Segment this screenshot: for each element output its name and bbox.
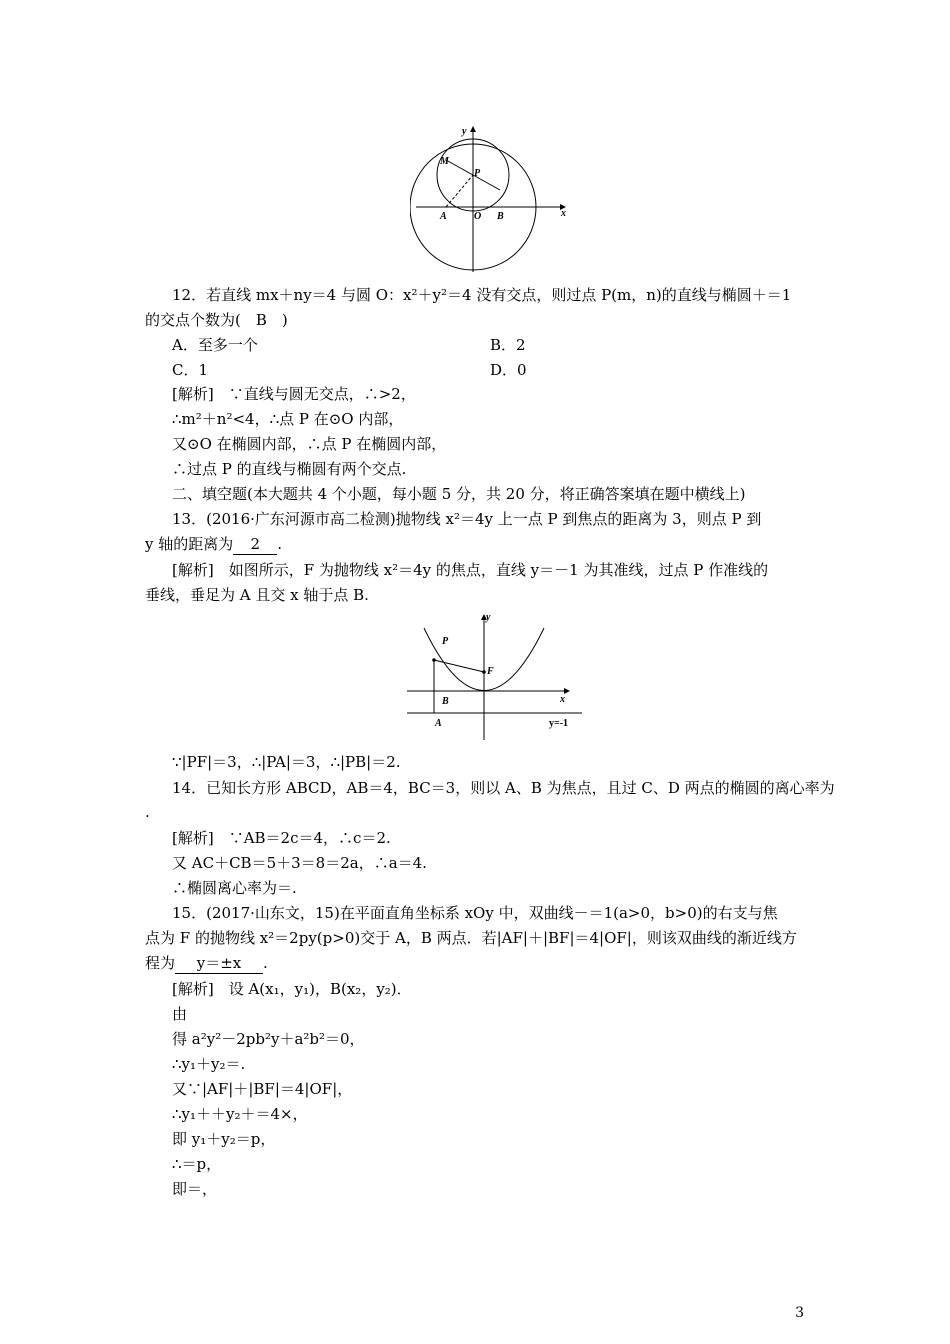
fig1-label-o: O: [474, 211, 482, 222]
fig2-label-x: x: [560, 694, 565, 705]
q14-solution-3: ∴椭圆离心率为＝.: [172, 879, 297, 897]
q13-solution-2: 垂线，垂足为 A 且交 x 轴于点 B.: [145, 586, 369, 604]
q13-line2: [145, 534, 282, 555]
q15-line3-text: 程为: [145, 954, 176, 972]
fig1-label-y: y: [462, 126, 467, 137]
section-fill-in-heading: 二、填空题(本大题共 4 个小题，每小题 5 分，共 20 分，将正确答案填在题中横线上): [172, 485, 746, 503]
q15-solution-7: 即 y₁＋y₂＝p，: [172, 1130, 276, 1148]
q14-line1: 14．已知长方形 ABCD，AB＝4，BC＝3，则以 A、B 为焦点，且过 C、D 两点的椭圆的离心率为: [172, 779, 835, 797]
q12-option-a: A．至多一个: [172, 336, 258, 354]
q15-line1: 15．(2017·山东文，15)在平面直角坐标系 xOy 中，双曲线－＝1(a>0，b>0)的右支与焦: [172, 904, 778, 922]
q13-line1: 13．(2016·广东河源市高二检测)抛物线 x²＝4y 上一点 P 到焦点的距离为 3，则点 P 到: [172, 510, 762, 528]
q15-solution-5: 又∵|AF|＋|BF|＝4|OF|，: [172, 1080, 353, 1098]
q12-solution-4: ∴过点 P 的直线与椭圆有两个交点.: [172, 460, 407, 478]
q15-solution-2: 由: [172, 1005, 188, 1023]
fig2-label-b: B: [442, 696, 449, 707]
fig2-label-y: y: [486, 612, 491, 623]
q12-line2: 的交点个数为( B ): [145, 311, 288, 329]
q15-answer: y＝±x: [175, 953, 263, 974]
q13-answer: 2: [233, 534, 277, 555]
q12-solution-3: 又⊙O 在椭圆内部，∴点 P 在椭圆内部，: [172, 435, 447, 453]
q13-line2-end: .: [277, 535, 283, 553]
q15-line3: [145, 953, 268, 974]
q15-solution-9: 即＝，: [172, 1180, 218, 1198]
q12-option-b: B．2: [490, 336, 526, 354]
fig2-label-p: P: [442, 636, 449, 647]
q12-line1: 12．若直线 mx＋ny＝4 与圆 O：x²＋y²＝4 没有交点，则过点 P(m，n)的直线与椭圆＋＝1: [172, 286, 792, 304]
fig1-label-a: A: [440, 211, 447, 222]
q13-line2-text: y 轴的距离为: [145, 535, 234, 553]
figure-parabola: [402, 608, 588, 743]
fig1-label-p: P: [474, 168, 481, 179]
page-number: 3: [795, 1305, 804, 1321]
fig1-label-x: x: [561, 208, 566, 219]
q13-solution-1: [解析] 如图所示，F 为抛物线 x²＝4y 的焦点，直线 y＝－1 为其准线，过点 P 作准线的: [172, 561, 769, 579]
q14-line2: .: [145, 803, 150, 821]
figure-circles: [410, 118, 580, 278]
q12-option-d: D．0: [490, 361, 527, 379]
q15-solution-3: 得 a²y²－2pb²y＋a²b²＝0，: [172, 1030, 365, 1048]
q15-line3-end: .: [263, 954, 268, 972]
fig2-label-directrix: y=-1: [549, 718, 569, 729]
q15-solution-6: ∴y₁＋＋y₂＋＝4×，: [172, 1105, 308, 1123]
q15-solution-4: ∴y₁＋y₂＝.: [172, 1055, 246, 1073]
fig1-label-m: M: [440, 156, 449, 167]
q15-solution-8: ∴＝p，: [172, 1155, 222, 1173]
fig2-label-f: F: [487, 666, 494, 677]
fig2-label-a: A: [435, 718, 442, 729]
q12-solution-2: ∴m²＋n²<4，∴点 P 在⊙O 内部，: [172, 410, 404, 428]
q12-option-c: C．1: [172, 361, 209, 379]
q13-solution-3: ∵|PF|＝3，∴|PA|＝3，∴|PB|＝2.: [172, 753, 401, 771]
q14-solution-2: 又 AC＋CB＝5＋3＝8＝2a，∴a＝4.: [172, 854, 427, 872]
q14-solution-1: [解析] ∵AB＝2c＝4，∴c＝2.: [172, 829, 391, 847]
q15-solution-1: [解析] 设 A(x₁，y₁)，B(x₂，y₂)．: [172, 980, 412, 998]
q15-line2: 点为 F 的抛物线 x²＝2py(p>0)交于 A，B 两点．若|AF|＋|BF|＝4|OF|，则该双曲线的渐近线方: [145, 929, 797, 947]
fig1-label-b: B: [497, 211, 504, 222]
q12-solution-1: [解析] ∵直线与圆无交点，∴>2，: [172, 385, 416, 403]
